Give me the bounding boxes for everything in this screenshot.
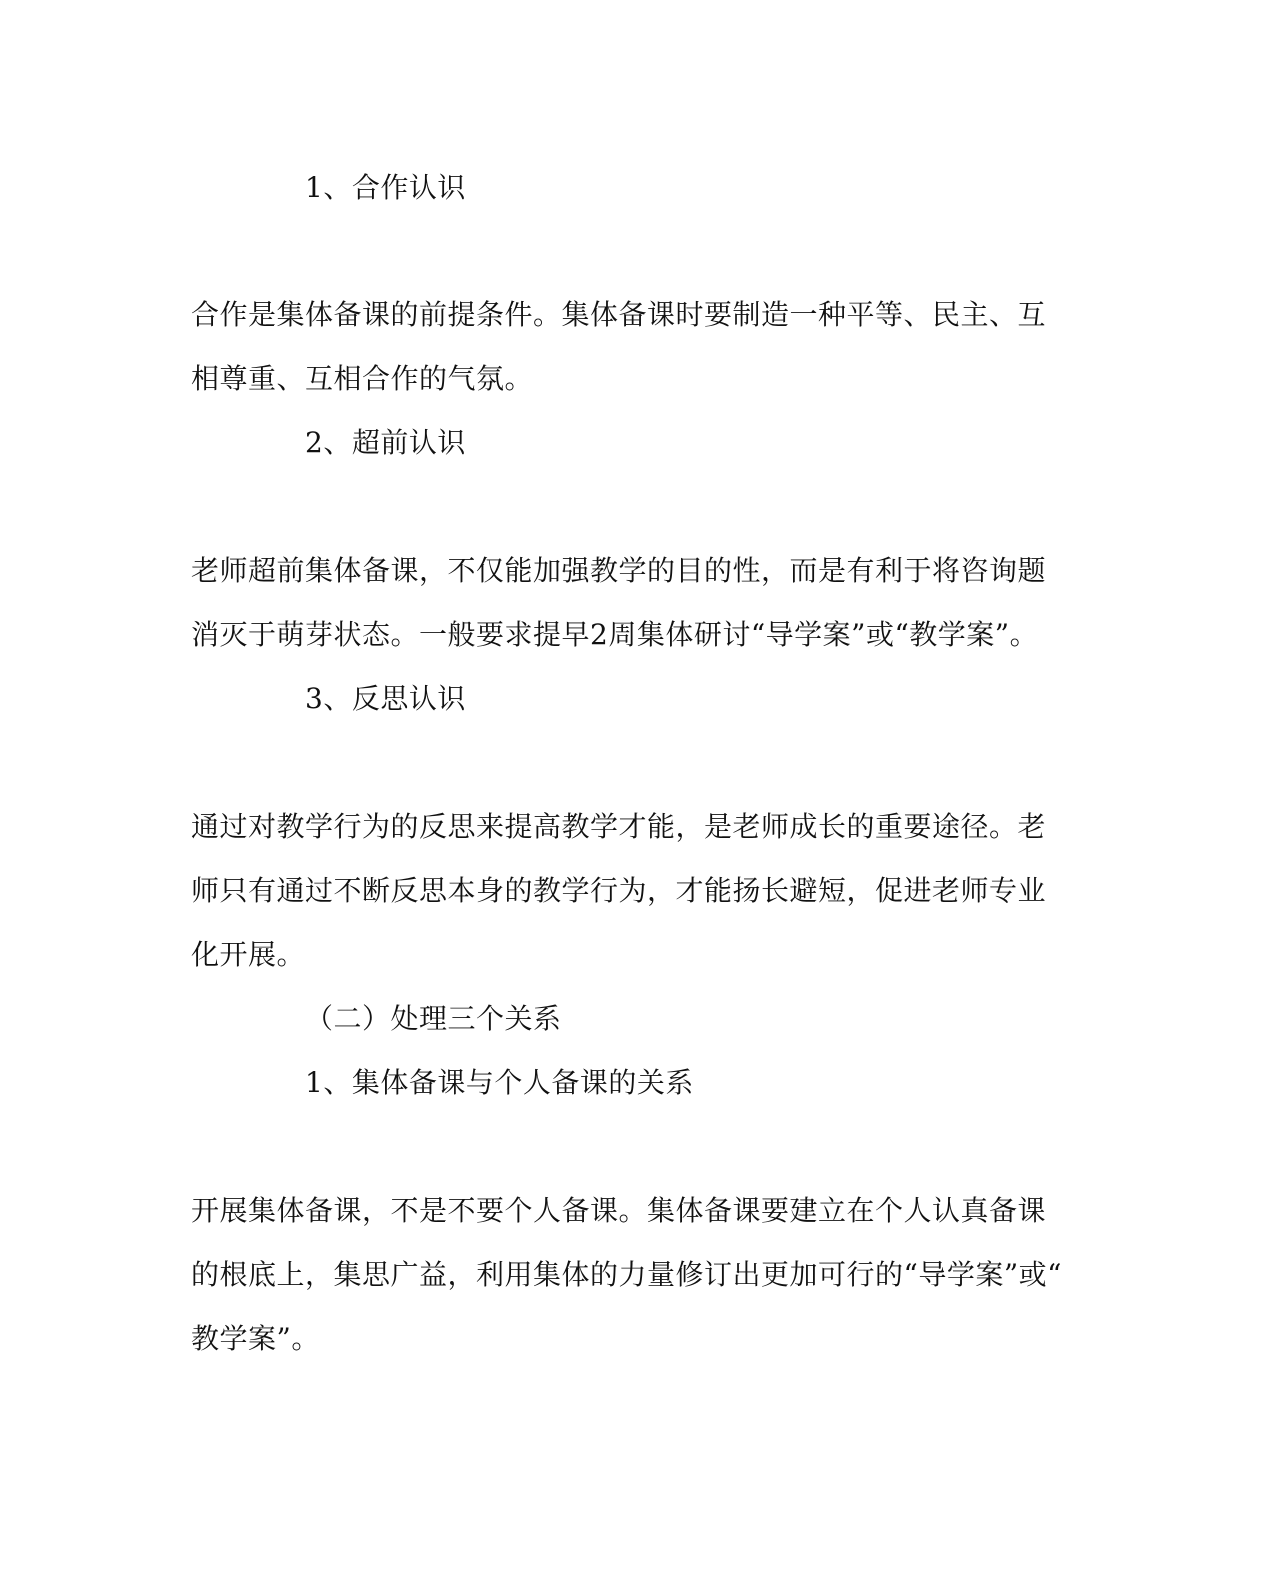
paragraph-line: 相尊重、互相合作的气氛。 (191, 362, 534, 395)
section-heading-advance: 2、超前认识 (305, 426, 466, 459)
paragraph-line: 老师超前集体备课，不仅能加强教学的目的性，而是有利于将咨询题 (191, 554, 1047, 587)
paragraph-line: 消灭于萌芽状态。一般要求提早2周集体研讨“导学案”或“教学案”。 (191, 618, 1039, 651)
section-heading-reflection: 3、反思认识 (305, 682, 466, 715)
paragraph-line: 通过对教学行为的反思来提高教学才能，是老师成长的重要途径。老 (191, 810, 1047, 843)
section-heading-three-relations: （二）处理三个关系 (305, 1002, 562, 1035)
paragraph-line: 开展集体备课，不是不要个人备课。集体备课要建立在个人认真备课 (191, 1194, 1047, 1227)
section-heading-cooperation: 1、合作认识 (305, 171, 466, 204)
section-heading-collective-vs-individual: 1、集体备课与个人备课的关系 (305, 1066, 694, 1099)
paragraph-line: 合作是集体备课的前提条件。集体备课时要制造一种平等、民主、互 (191, 298, 1047, 331)
paragraph-line: 师只有通过不断反思本身的教学行为，才能扬长避短，促进老师专业 (191, 874, 1047, 907)
paragraph-line: 化开展。 (191, 938, 306, 971)
paragraph-line: 的根底上，集思广益，利用集体的力量修订出更加可行的“导学案”或“ (191, 1258, 1062, 1291)
paragraph-line: 教学案”。 (191, 1322, 320, 1355)
